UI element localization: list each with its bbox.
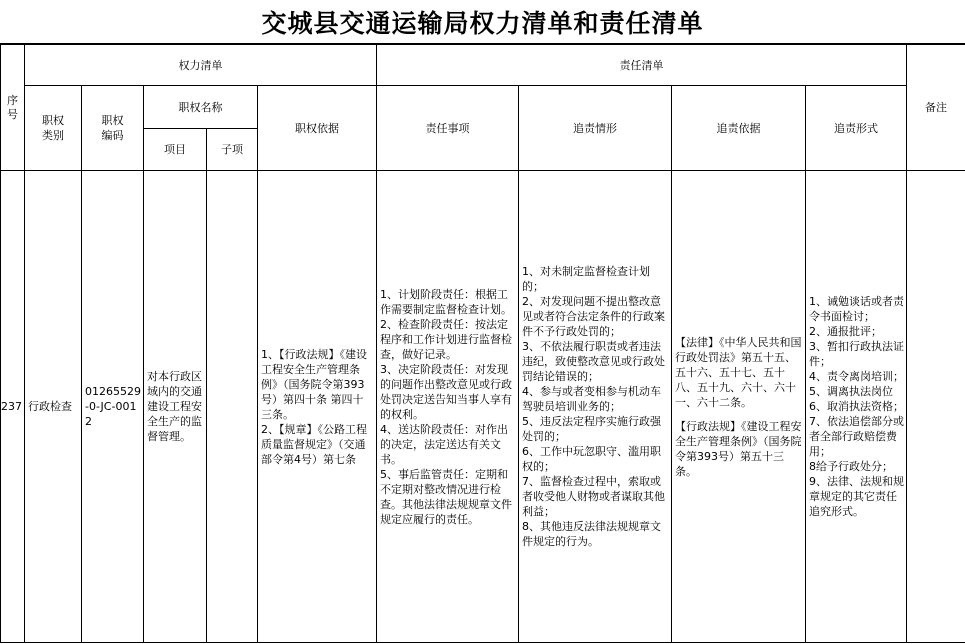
form-line: 4、责令离岗培训；	[809, 370, 904, 383]
header-power-name: 职权名称	[144, 86, 258, 129]
header-power-category	[25, 86, 82, 171]
header-remarks: 备注	[907, 45, 965, 171]
row-category-text: 行政检查	[28, 400, 72, 413]
matter-line: 1、计划阶段责任：根据工作需要制定监督检查计划。	[380, 287, 512, 316]
row-acc-basis	[672, 171, 806, 643]
form-line: 3、暂扣行政执法证件；	[809, 340, 904, 368]
header-responsibility-list: 责任清单	[377, 45, 907, 86]
row-item	[144, 171, 207, 643]
case-line: 5、违反法定程序实施行政强处罚的；	[522, 415, 661, 443]
matter-line: 2、检查阶段责任：按法定程序和工作计划进行监督检查，做好记录。	[380, 317, 512, 361]
row-cases	[519, 171, 672, 643]
basis-line: 2、【规章】《公路工程质量监督规定》（交通部令第4号）第七条	[261, 422, 367, 466]
header-power-list: 权力清单	[25, 45, 377, 86]
matter-line: 3、决定阶段责任：对发现的问题作出整改意见或行政处罚决定送告知当事人享有的权利。	[380, 362, 512, 421]
header-seq-label: 序号	[7, 93, 18, 121]
row-seq: 237	[1, 171, 25, 643]
case-line: 3、不依法履行职责或者违法违纪，致使整改意见或行政处罚结论错误的；	[522, 340, 665, 383]
acc-basis-line: 【行政法规】《建设工程安全生产管理条例》（国务院令第393号）第五十三条。	[675, 419, 802, 478]
form-line: 9、法律、法规和规章规定的其它责任追究形式。	[809, 475, 904, 518]
header-accountability-cases: 追责情形	[519, 86, 672, 171]
case-line: 4、参与或者变相参与机动车驾驶员培训业务的；	[522, 385, 661, 413]
form-line: 8给予行政处分；	[809, 460, 893, 473]
case-line: 8、其他违反法律法规规章文件规定的行为。	[522, 520, 661, 548]
acc-basis-line: 【法律】《中华人民共和国行政处罚法》第五十五、五十六、五十七、五十八、五十九、六十、六十一、六十二条。	[675, 335, 802, 409]
form-line: 2、通报批评；	[809, 325, 882, 338]
header-sub-item: 子项	[207, 129, 258, 171]
header-power-code	[82, 86, 144, 171]
header-power-code-label: 职权编码	[101, 114, 124, 142]
case-line: 1、对未制定监督检查计划的；	[522, 265, 650, 293]
header-accountability-forms: 追责形式	[806, 86, 907, 171]
matter-line: 5、事后监管责任：定期和不定期对整改情况进行检查。其他法律法规规章文件规定应履行的责任。	[380, 467, 512, 526]
header-seq	[1, 45, 25, 171]
row-matters	[377, 171, 519, 643]
row-basis	[258, 171, 377, 643]
header-power-category-label: 职权类别	[42, 114, 64, 142]
row-code	[82, 171, 144, 643]
header-responsibility-matters: 责任事项	[377, 86, 519, 171]
case-line: 2、对发现问题不提出整改意见或者符合法定条件的行政案件不予行政处罚的；	[522, 295, 665, 338]
header-item: 项目	[144, 129, 207, 171]
page-title: 交城县交通运输局权力清单和责任清单	[0, 0, 965, 44]
row-forms	[806, 171, 907, 643]
form-line: 7、依法追偿部分或者全部行政赔偿费用；	[809, 415, 904, 458]
case-line: 7、监督检查过程中，索取或者收受他人财物或者谋取其他利益；	[522, 475, 665, 518]
case-line: 6、工作中玩忽职守、滥用职权的；	[522, 445, 661, 473]
header-power-basis: 职权依据	[258, 86, 377, 171]
row-category	[25, 171, 82, 643]
row-sub-item	[207, 171, 258, 643]
form-line: 1、诫勉谈话或者责令书面检讨；	[809, 295, 904, 323]
row-remarks	[907, 171, 965, 643]
matter-line: 4、送达阶段责任：对作出的决定，法定送达有关文书。	[380, 422, 508, 466]
power-responsibility-table	[0, 44, 965, 643]
row-item-text: 对本行政区域内的交通建设工程安全生产的监督管理。	[147, 370, 202, 443]
form-line: 5、调离执法岗位	[809, 385, 893, 398]
table-row	[1, 171, 965, 643]
basis-line: 1、【行政法规】《建设工程安全生产管理条例》（国务院令第393号）第四十条 第四十三条。	[261, 347, 367, 421]
row-code-text: 01265529-0-JC-0012	[85, 385, 141, 428]
header-accountability-basis: 追责依据	[672, 86, 806, 171]
form-line: 6、取消执法资格；	[809, 400, 904, 413]
